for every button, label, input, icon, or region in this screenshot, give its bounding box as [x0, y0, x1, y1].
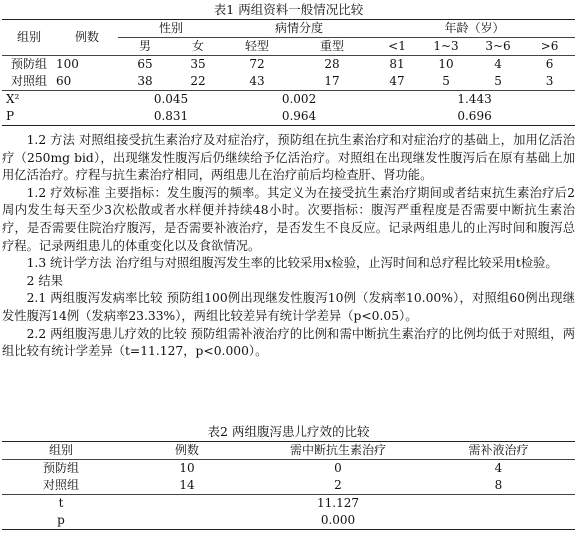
t2-cell: 对照组 [42, 478, 79, 492]
table-row [2, 495, 575, 513]
t1-stat-label: X² [2, 91, 56, 109]
t1-cell: 17 [324, 74, 340, 88]
t2-cell: 4 [494, 461, 503, 475]
t1-header-age-lt1: <1 [388, 39, 406, 53]
t1-cell: 81 [374, 56, 420, 74]
t2-stat-label: t [2, 495, 120, 513]
body-text [2, 132, 575, 361]
t1-cell: 5 [494, 74, 502, 88]
t1-cell: 35 [172, 56, 224, 74]
t1-cell: 3 [545, 74, 554, 88]
t2-header-group: 组别 [2, 442, 120, 460]
section-heading-results: 2 结果 [26, 273, 63, 288]
paragraph-incidence: 2.1 两组腹泻发病率比较 预防组100例出现继发性腹泻10例（发病率10.00%），对照组60例出现继发性腹泻14例（发病率23.33%），两组比较差异有统计学差异（p<0.05）。 [2, 291, 575, 323]
t1-cell: 72 [224, 56, 290, 74]
t1-stat-value: 0.045 [118, 91, 224, 109]
t1-cell: 28 [290, 56, 374, 74]
table-row [2, 91, 575, 109]
t1-header-mild: 轻型 [245, 39, 270, 53]
table-row [2, 73, 575, 91]
table-row [2, 108, 575, 126]
t1-cell: 38 [137, 74, 153, 88]
table-row [2, 460, 575, 478]
table1-caption: 表1 两组资料一般情况比较 [213, 2, 364, 17]
t1-header-severe: 重型 [320, 39, 345, 53]
t1-cell: 43 [249, 74, 265, 88]
t1-header-age: 年龄（岁） [374, 20, 575, 38]
t2-cell: 10 [179, 461, 195, 475]
paragraph-methods: 1.2 方法 对照组接受抗生素治疗及对症治疗，预防组在抗生素治疗和对症治疗的基础上，加用亿活治疗（250mg bid），出现继发性腹泻后仍继续给予亿活治疗。对照组在出现继发性腹泻后在原有基础上加用亿活治疗。疗程与抗生素治疗相同，两组患儿在治疗前后均检查肝、肾功能。 [2, 133, 575, 183]
t1-cell: 4 [472, 56, 524, 74]
t1-stat-value: 0.002 [224, 91, 374, 109]
t1-cell: 100 [56, 56, 118, 74]
table2 [2, 441, 575, 530]
t2-stat-value: 11.127 [254, 495, 422, 513]
t1-stat-value: 1.443 [374, 91, 575, 109]
table2-caption: 表2 两组腹泻患儿疗效的比较 [207, 424, 370, 439]
t1-cell: 22 [190, 74, 206, 88]
t1-cell: 预防组 [2, 56, 56, 74]
t2-header-fluid: 需补液治疗 [422, 442, 575, 460]
t1-header-female: 女 [192, 39, 205, 53]
t1-stat-value: 0.964 [224, 108, 374, 126]
t1-cell: 60 [56, 74, 72, 88]
t1-stat-value: 0.831 [118, 108, 224, 126]
t1-header-severity: 病情分度 [224, 20, 374, 38]
t2-cell: 8 [494, 478, 503, 492]
table1 [2, 19, 575, 126]
t1-cell: 5 [442, 74, 450, 88]
t1-header-age-gt6: >6 [540, 39, 559, 53]
paragraph-criteria: 1.2 疗效标准 主要指标：发生腹泻的频率。其定义为在接受抗生素治疗期间或者结束抗生素治疗后2周内发生每天至少3次松散或者水样便并持续48小时。次要指标：腹泻严重程度是否需要中断抗生素治疗，是否需要住院治疗腹泻，是否需要补液治疗，是否发生不良反应。记录两组患儿的止泻时间和腹泻总疗程。记录两组患儿的体重变化以及食欲情况。 [2, 185, 575, 253]
t2-cell: 14 [179, 478, 195, 492]
t2-cell: 2 [334, 478, 342, 492]
t1-header-gender: 性别 [118, 20, 224, 38]
t1-stat-value: 0.696 [374, 108, 575, 126]
t1-cell: 65 [118, 56, 172, 74]
t2-cell: 预防组 [42, 461, 79, 475]
table-row [2, 477, 575, 495]
t1-cell: 47 [389, 74, 405, 88]
t2-stat-value: 0.000 [254, 512, 422, 530]
t1-cell: 10 [420, 56, 472, 74]
table-row [2, 512, 575, 530]
paragraph-statistics: 1.3 统计学方法 治疗组与对照组腹泻发生率的比较采用x检验，止泻时间和总疗程比较采用t检验。 [26, 256, 558, 271]
t2-header-count: 例数 [120, 442, 254, 460]
t1-header-age-3-6: 3~6 [485, 39, 511, 53]
t2-stat-label: p [2, 512, 120, 530]
t1-stat-label: P [2, 108, 56, 126]
t2-cell: 0 [334, 461, 342, 475]
t2-header-interrupt: 需中断抗生素治疗 [254, 442, 422, 460]
t1-header-count: 例数 [56, 20, 118, 56]
t1-cell: 对照组 [10, 74, 47, 88]
t1-header-male: 男 [138, 39, 151, 53]
t1-header-group: 组别 [2, 20, 56, 56]
t1-header-age-1-3: 1~3 [433, 39, 459, 53]
t1-cell: 6 [524, 56, 575, 74]
table-row [2, 56, 575, 74]
paragraph-efficacy: 2.2 两组腹泻患儿疗效的比较 预防组需补液治疗的比例和需中断抗生素治疗的比例均低于对照组，两组比较有统计学差异（t=11.127，p<0.000）。 [2, 326, 575, 359]
